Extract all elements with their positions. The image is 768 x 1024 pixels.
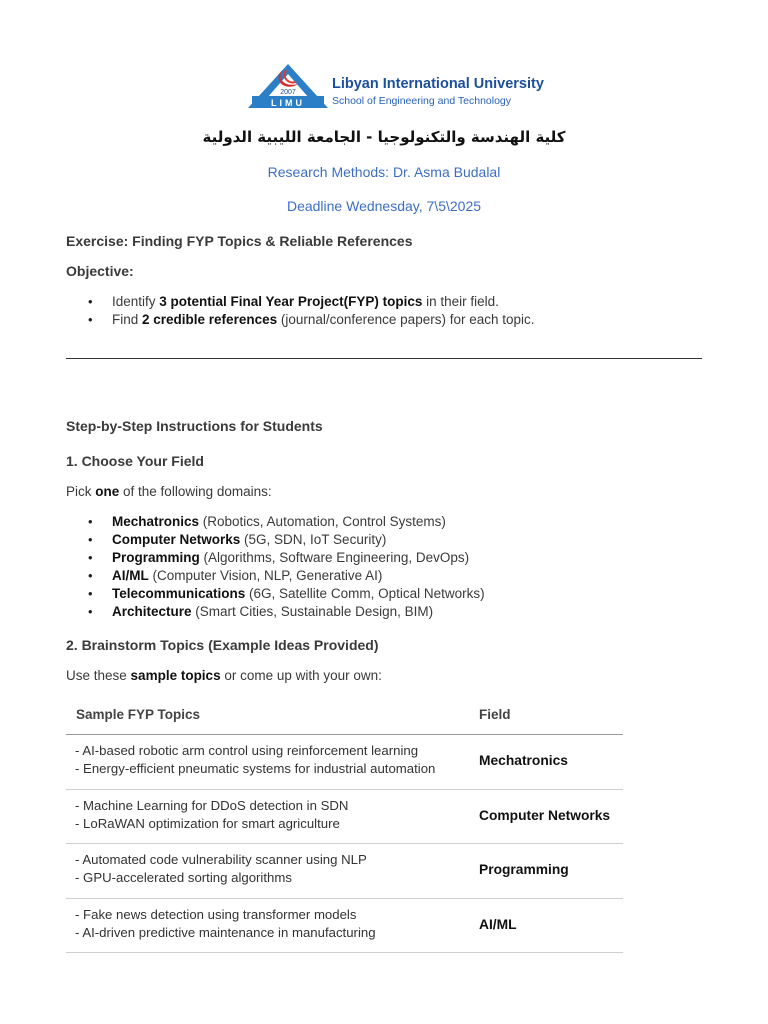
list-item: • Architecture (Smart Cities, Sustainable Design, BIM) (66, 603, 485, 621)
horizontal-rule (66, 358, 702, 359)
field-cell: Computer Networks (479, 807, 611, 823)
objective-heading: Objective: (66, 263, 134, 279)
deadline-line: Deadline Wednesday, 7\5\2025 (286, 198, 482, 214)
arabic-title: كلية الهندسة والتكنولوجيا - الجامعة الليبية الدولية (202, 128, 566, 146)
topic-cell: - GPU-accelerated sorting algorithms (75, 870, 292, 885)
step2-heading: 2. Brainstorm Topics (Example Ideas Provided) (66, 637, 379, 653)
step1-intro: Pick one of the following domains: (66, 484, 272, 499)
instructions-heading: Step-by-Step Instructions for Students (66, 418, 323, 434)
topic-cell: - AI-driven predictive maintenance in manufacturing (75, 924, 376, 940)
university-name: Libyan International University (332, 76, 544, 92)
list-item: • Mechatronics (Robotics, Automation, Control Systems) (66, 513, 485, 531)
field-cell: Programming (479, 862, 569, 877)
step1-heading: 1. Choose Your Field (66, 453, 204, 469)
list-item: • AI/ML (Computer Vision, NLP, Generative AI) (66, 567, 485, 585)
topic-cell: - Automated code vulnerability scanner using NLP (75, 852, 367, 867)
list-item: • Programming (Algorithms, Software Engineering, DevOps) (66, 549, 485, 567)
topic-cell: - LoRaWAN optimization for smart agriculture (75, 815, 340, 831)
table-row (66, 735, 623, 790)
exercise-title: Exercise: Finding FYP Topics & Reliable References (66, 233, 413, 249)
domain-list (66, 513, 485, 621)
topic-cell: - Fake news detection using transformer models (75, 906, 357, 922)
logo-year: 2007 (280, 89, 296, 96)
course-line: Research Methods: Dr. Asma Budalal (267, 164, 501, 180)
field-cell: Mechatronics (479, 753, 568, 768)
field-cell: AI/ML (479, 916, 517, 932)
university-logo (246, 60, 544, 112)
topic-cell: - Energy-efficient pneumatic systems for industrial automation (75, 761, 436, 776)
list-item: • Identify 3 potential Final Year Project(FYP) topics in their field. (66, 293, 535, 311)
objective-list (66, 293, 535, 329)
limu-emblem-icon (246, 60, 330, 112)
table-header-row (66, 700, 623, 735)
list-item: • Find 2 credible references (journal/conference papers) for each topic. (66, 311, 535, 329)
list-item: • Computer Networks (5G, SDN, IoT Security) (66, 531, 485, 549)
column-header-topics: Sample FYP Topics (76, 707, 201, 722)
topic-cell: - AI-based robotic arm control using reinforcement learning (75, 743, 419, 758)
column-header-field: Field (479, 707, 511, 722)
topic-cell: - Machine Learning for DDoS detection in SDN (75, 797, 349, 813)
table-row (66, 844, 623, 899)
topics-table (66, 700, 623, 953)
logo-abbr: LIMU (271, 98, 305, 108)
list-item: • Telecommunications (6G, Satellite Comm, Optical Networks) (66, 585, 485, 603)
table-row (66, 899, 623, 954)
step2-intro: Use these sample topics or come up with your own: (66, 668, 382, 683)
table-row (66, 790, 623, 845)
school-name: School of Engineering and Technology (332, 95, 512, 107)
